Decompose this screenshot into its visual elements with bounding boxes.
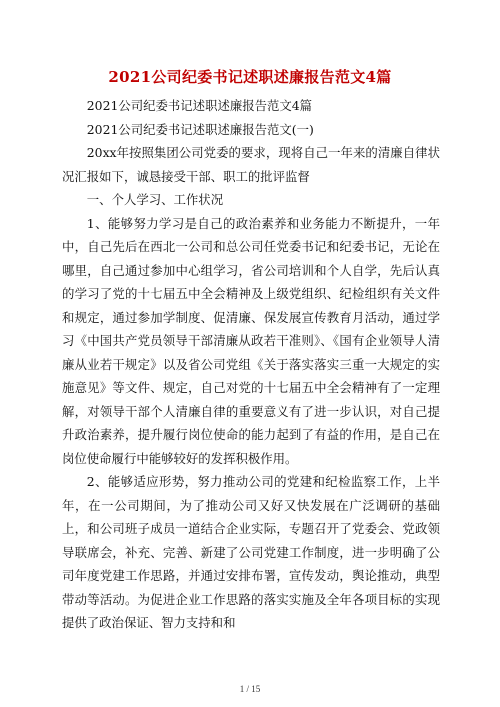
paragraph: 20xx年按照集团公司党委的要求，现将自己一年来的清廉自律状况汇报如下，诚恳接受干部、职工的批评监督 (62, 145, 440, 184)
paragraph: 1、能够努力学习是自己的政治素养和业务能力不断提升，一年中，自己先后在西北一公司和总公司任党委书记和纪委书记，无论在哪里，自己通过参加中心组学习，省公司培训和个人自学，先后认真的学习了党的十七届五中全会精神及上级党组织、纪检组织有关文件和规定，通过参加学制度、促清廉、保发展宣传教育月活动，通过学习《中国共产党员领导干部清廉从政若干准则》、《国有企业领导人清廉从业若干规定》以及省公司党组《关于落实落实三重一大规定的实施意见》等文件、规定，自己对党的十七届五中全会精神有了一定理解，对领导干部个人清廉自律的重要意义有了进一步认识，对自己提升政治素养，提升履行岗位使命的能力起到了有益的作用，是自己在岗位使命履行中能够较好的发挥积极作用。 (62, 215, 440, 466)
paragraph: 2021公司纪委书记述职述廉报告范文(一) (86, 121, 314, 137)
paragraph: 2、能够适应形势，努力推动公司的党建和纪检监察工作，上半年，在一公司期间，为了推动公司又好又快发展在广泛调研的基础上，和公司班子成员一道结合企业实际，专题召开了党委会、党政领导联席会，补充、完善、新建了公司党建工作制度，进一步明确了公司年度党建工作思路，并通过安排布署，宣传发动，舆论推动，典型带动等活动。为促进企业工作思路的落实实施及全年各项目标的实现提供了政治保证、智力支持和和 (62, 474, 440, 630)
page-number: 1 / 15 (239, 684, 261, 694)
paragraph: 2021公司纪委书记述职述廉报告范文4篇 (86, 98, 313, 113)
document-title: 2021公司纪委书记述职述廉报告范文4篇 (108, 68, 392, 86)
document-body (62, 94, 440, 635)
section-heading: 一、个人学习、工作状况 (86, 192, 224, 207)
